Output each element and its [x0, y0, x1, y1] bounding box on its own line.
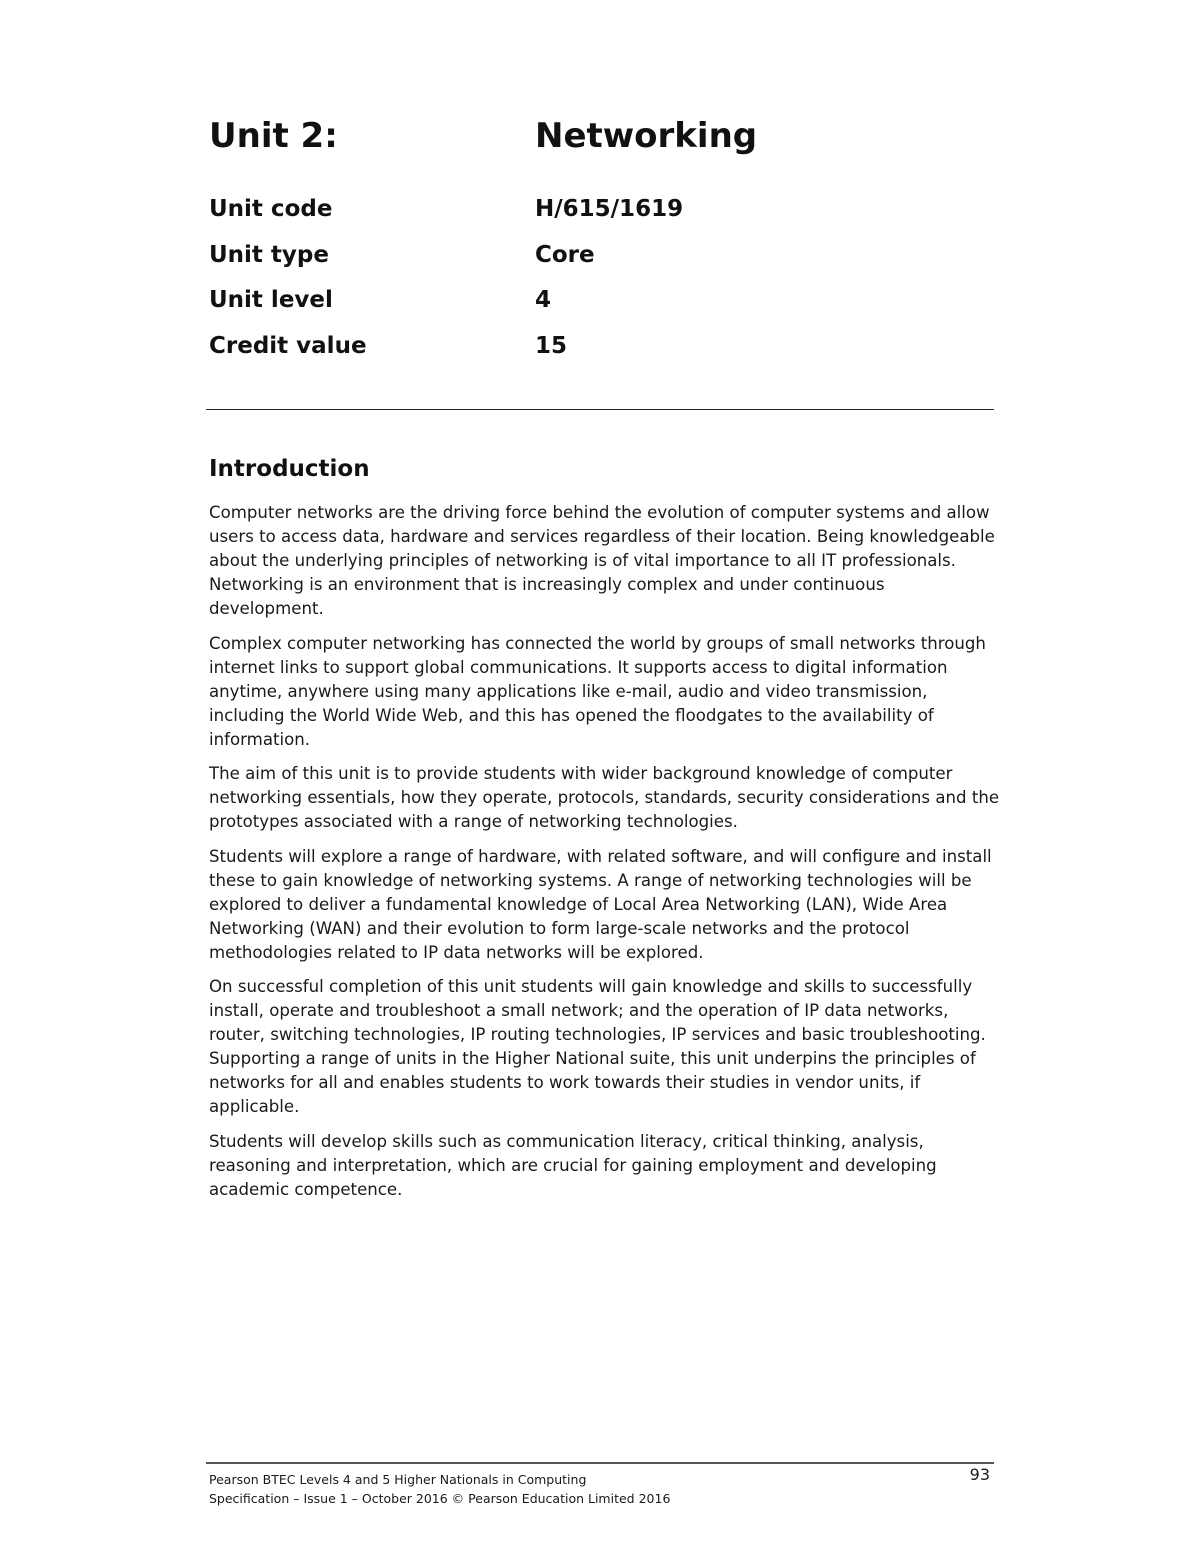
introduction-paragraph: Computer networks are the driving force behind the evolution of computer systems and allow users to access data, hardware and services regardless of their location. Being knowledgeable about the underlying principles of networking is of vital importance to all IT professionals. Networking is an environment that is increasingly complex and under continuous development. [209, 503, 995, 618]
introduction-paragraph: Students will develop skills such as communication literacy, critical thinking, analysis, reasoning and interpretation, which are crucial for gaining employment and developing academic competence. [209, 1131, 937, 1199]
meta-label: Credit value [209, 332, 367, 359]
meta-value: H/615/1619 [535, 196, 684, 222]
meta-value: 4 [535, 287, 552, 313]
introduction-paragraph: Complex computer networking has connected the world by groups of small networks through internet links to support global communications. It supports access to digital information anytime, anywhere using many applications like e-mail, audio and video transmission, including the World Wide Web, and this has opened the floodgates to the availability of information. [209, 633, 986, 749]
meta-row-unit-type [209, 242, 999, 288]
meta-value: Core [535, 241, 595, 268]
introduction-body [209, 501, 1001, 1212]
footer-publication-title: Pearson BTEC Levels 4 and 5 Higher Nationals in Computing [209, 1472, 587, 1487]
footer-specification: Specification – Issue 1 – October 2016 © Pearson Education Limited 2016 [209, 1490, 671, 1506]
page-number: 93 [969, 1465, 990, 1484]
unit-name: Networking [535, 116, 758, 156]
footer-divider [206, 1462, 994, 1464]
page-footer [209, 1465, 994, 1508]
meta-row-credit-value [209, 333, 999, 379]
introduction-paragraph: The aim of this unit is to provide students with wider background knowledge of computer networking essentials, how they operate, protocols, standards, security considerations and the prototypes associated with a range of networking technologies. [209, 764, 1000, 831]
meta-label: Unit code [209, 196, 333, 222]
unit-meta-table [209, 196, 999, 378]
meta-row-unit-code [209, 196, 999, 242]
meta-label: Unit type [209, 241, 329, 268]
introduction-paragraph: Students will explore a range of hardware, with related software, and will configure and install these to gain knowledge of networking systems. A range of networking technologies will be explored to deliver a fundamental knowledge of Local Area Networking (LAN), Wide Area Networking (WAN) and their evolution to form large-scale networks and the protocol methodologies related to IP data networks will be explored. [209, 846, 992, 962]
section-divider [206, 409, 994, 410]
introduction-paragraph: On successful completion of this unit students will gain knowledge and skills to successfully install, operate and troubleshoot a small network; and the operation of IP data networks, router, switching technologies, IP routing technologies, IP services and basic troubleshooting. Supporting a range of units in the Higher National suite, this unit underpins the principles of networks for all and enables students to work towards their studies in vendor units, if applicable. [209, 977, 986, 1116]
meta-label: Unit level [209, 287, 333, 313]
meta-row-unit-level [209, 287, 999, 333]
introduction-heading: Introduction [209, 456, 370, 482]
meta-value: 15 [535, 332, 568, 359]
unit-number: Unit 2: [209, 116, 338, 156]
